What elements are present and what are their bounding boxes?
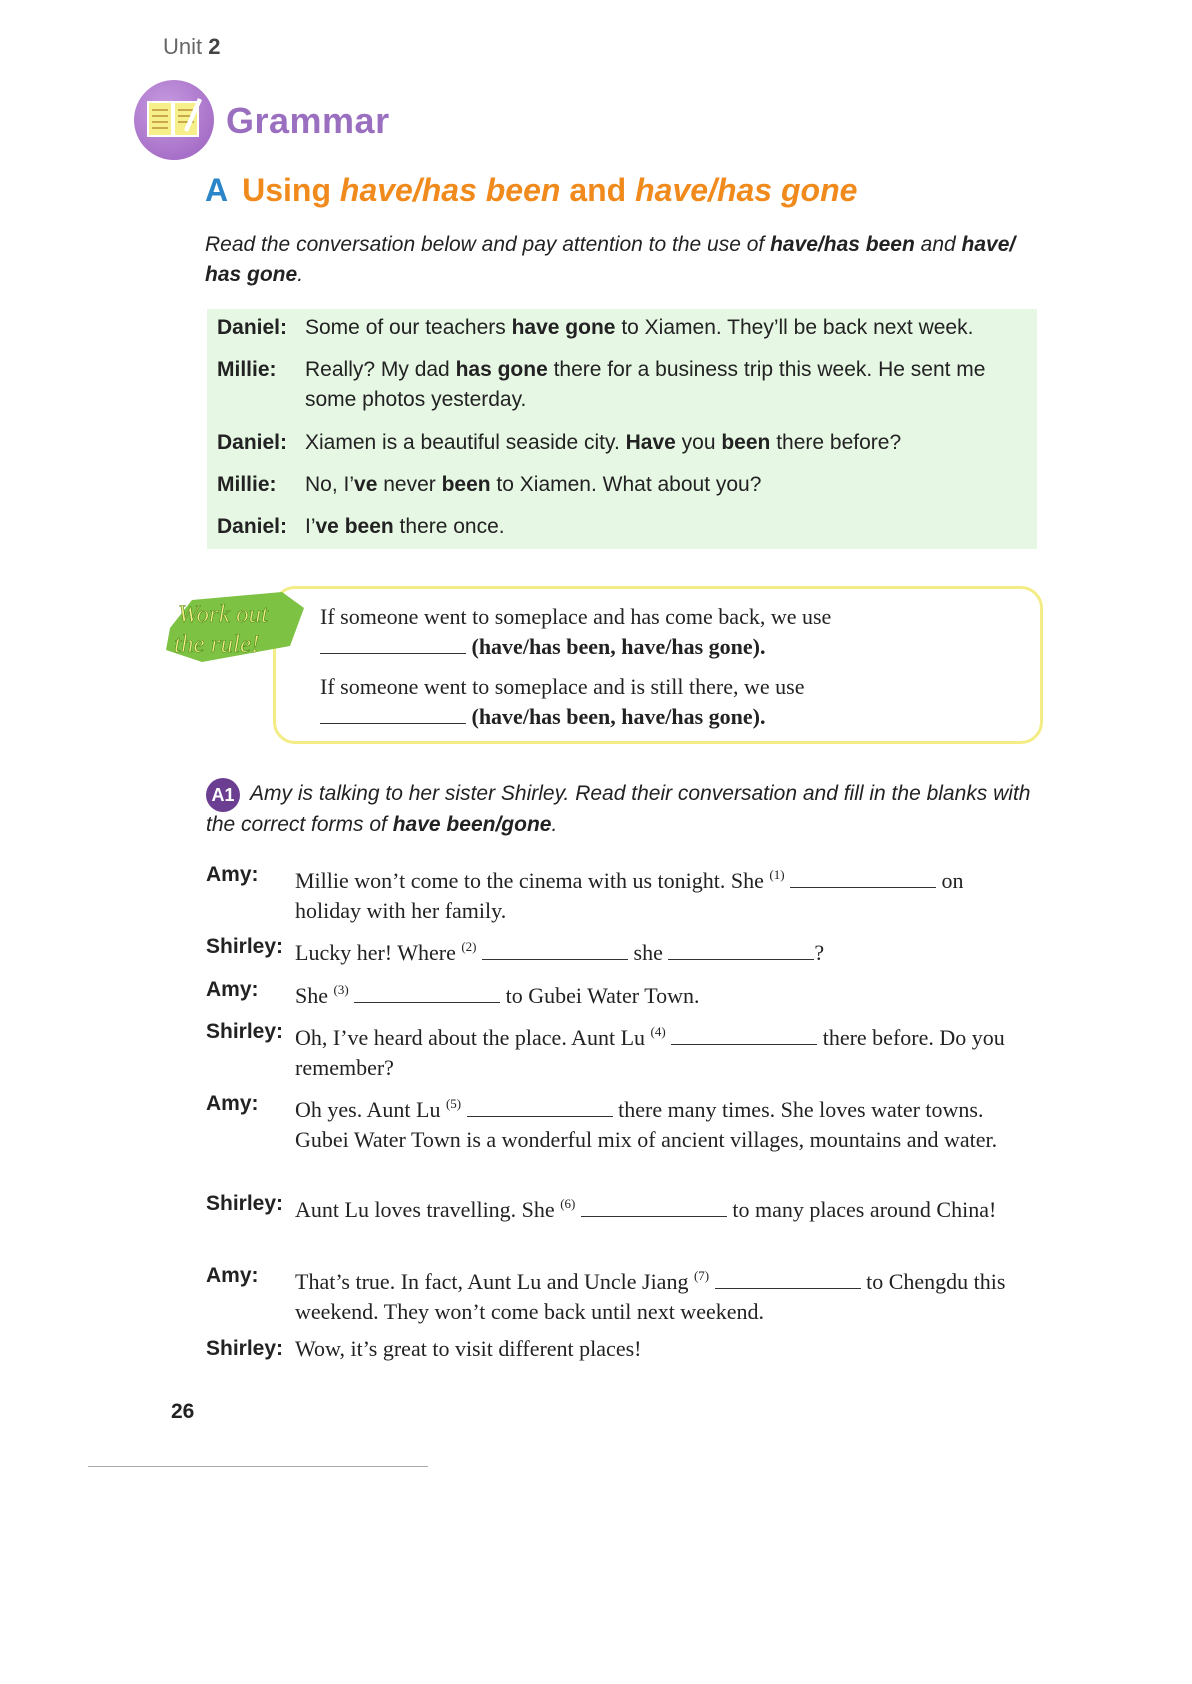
rule-line-2 [320, 632, 765, 662]
instruction-bold: have/has been [770, 233, 915, 256]
highlighted-phrase: has gone [455, 358, 548, 381]
blank-number: (2) [461, 939, 477, 954]
line-text [295, 975, 1025, 1011]
line-text [295, 932, 1025, 968]
section-title: Grammar [226, 100, 390, 141]
answer-blank[interactable] [668, 939, 814, 960]
a1-instruction-bold: have been/gone [392, 813, 552, 836]
text-segment: never [377, 473, 442, 496]
text-segment: she [628, 940, 669, 965]
answer-blank[interactable] [320, 633, 466, 654]
line-text [295, 1017, 1025, 1083]
highlighted-phrase: ve been [315, 515, 394, 538]
speaker-name: Shirley: [206, 1020, 284, 1043]
text-segment: to many places around China! [726, 1197, 997, 1222]
speaker-name: Amy: [206, 978, 259, 1001]
text-segment: Aunt Lu loves travelling. She [295, 1197, 561, 1222]
a1-label: A1 [206, 778, 240, 812]
speaker-name: Amy: [206, 1092, 259, 1115]
divider [88, 1466, 428, 1467]
instruction-text: Read the conversation below and pay attention to the use of [205, 233, 765, 256]
text-segment: to Chengdu this weekend. They won’t come back until next weekend. [295, 1269, 1006, 1324]
unit-label-text: Unit [163, 34, 203, 59]
line-text [295, 1089, 1025, 1155]
line-text [305, 355, 1025, 415]
badge-line2: the rule! [174, 631, 260, 658]
text-segment: you [675, 431, 722, 454]
text-segment: No, I’ [305, 473, 355, 496]
blank-number: (7) [693, 1268, 710, 1283]
answer-blank[interactable] [671, 1024, 817, 1045]
line-text [295, 1334, 1025, 1364]
blank-number: (6) [560, 1196, 576, 1211]
speaker-name: Shirley: [206, 1337, 284, 1360]
part-a-instruction [205, 230, 1035, 290]
a1-instruction-end: . [551, 813, 558, 836]
rule-options: (have/has been, have/has gone). [471, 634, 766, 659]
page-number: 26 [171, 1400, 195, 1423]
text-segment: Wow, it’s great to visit different places! [295, 1336, 642, 1361]
text-segment: Some of our teachers [305, 316, 512, 339]
answer-blank[interactable] [467, 1096, 613, 1117]
blank-number: (4) [650, 1024, 666, 1039]
highlighted-phrase: ve [354, 473, 378, 496]
line-text [305, 470, 1025, 500]
text-segment: there before. Do you remember? [295, 1025, 1005, 1080]
speaker-name: Amy: [206, 1264, 259, 1287]
work-out-rule-badge [162, 588, 312, 666]
answer-blank[interactable] [482, 939, 628, 960]
a1-instruction-text: Amy is talking to her sister Shirley. Read their conversation and fill in the blanks with the correct forms of [206, 782, 1031, 836]
blank-number: (1) [769, 867, 785, 882]
text-segment: there once. [393, 515, 505, 538]
speaker-name: Daniel: [217, 316, 288, 339]
unit-number: 2 [208, 34, 221, 59]
highlighted-phrase: been [721, 431, 771, 454]
unit-label [163, 34, 221, 60]
text-segment: I’ [305, 515, 316, 538]
text-segment: there many times. She loves water towns. Gubei Water Town is a wonderful mix of ancient villages, mountains and water. [295, 1097, 998, 1152]
text-segment: That’s true. In fact, Aunt Lu and Uncle Jiang [295, 1269, 694, 1294]
speaker-name: Millie: [217, 473, 277, 496]
answer-blank[interactable] [790, 867, 936, 888]
speaker-name: Millie: [217, 358, 277, 381]
text-segment: Really? My dad [305, 358, 456, 381]
speaker-name: Daniel: [217, 515, 288, 538]
title-phrase-gone: have/has gone [635, 172, 858, 208]
part-letter: A [205, 172, 229, 208]
instruction-text: . [297, 263, 304, 286]
rule-options: (have/has been, have/has gone). [471, 704, 766, 729]
text-segment: to Gubei Water Town. [500, 983, 700, 1008]
highlighted-phrase: have gone [511, 316, 616, 339]
text-segment: ? [814, 940, 825, 965]
text-segment: She [295, 983, 334, 1008]
text-segment: Millie won’t come to the cinema with us tonight. She [295, 868, 770, 893]
speaker-name: Shirley: [206, 935, 284, 958]
blank-number: (3) [333, 982, 349, 997]
text-segment: to Xiamen. They’ll be back next week. [615, 316, 974, 339]
title-phrase-been: have/has been [339, 172, 561, 208]
blank-number: (5) [445, 1096, 462, 1111]
rule-line-3: If someone went to someplace and is still there, we use [320, 674, 805, 699]
speaker-name: Daniel: [217, 431, 288, 454]
badge-line1: Work out [178, 601, 269, 628]
text-segment: Xiamen is a beautiful seaside city. [305, 431, 626, 454]
line-text [305, 428, 1025, 458]
title-word: Using [242, 172, 331, 208]
text-segment: Oh, I’ve heard about the place. Aunt Lu [295, 1025, 651, 1050]
text-segment: Lucky her! Where [295, 940, 462, 965]
text-segment: on holiday with her family. [295, 868, 964, 923]
text-segment: to Xiamen. What about you? [490, 473, 762, 496]
text-segment: there before? [770, 431, 902, 454]
highlighted-phrase: been [441, 473, 491, 496]
answer-blank[interactable] [581, 1196, 727, 1217]
line-text [295, 860, 1025, 926]
speaker-name: Amy: [206, 863, 259, 886]
instruction-bold: have/ has gone [205, 233, 1016, 286]
instruction-text: and [920, 233, 956, 256]
line-text [305, 313, 1025, 343]
line-text [295, 1189, 1025, 1225]
answer-blank[interactable] [354, 982, 500, 1003]
a1-instruction [206, 778, 1036, 840]
speaker-name: Shirley: [206, 1192, 284, 1215]
answer-blank[interactable] [715, 1268, 861, 1289]
part-a-title [205, 172, 857, 209]
rule-line-1: If someone went to someplace and has come back, we use [320, 604, 832, 629]
title-word-and: and [569, 172, 627, 208]
line-text [295, 1261, 1025, 1327]
answer-blank[interactable] [320, 703, 466, 724]
rule-line-4 [320, 702, 765, 732]
line-text [305, 512, 1025, 542]
text-segment: Oh yes. Aunt Lu [295, 1097, 446, 1122]
highlighted-phrase: Have [625, 431, 676, 454]
open-book-icon [134, 80, 214, 160]
text-segment: there for a business trip this week. He sent me some photos yesterday. [305, 358, 986, 411]
